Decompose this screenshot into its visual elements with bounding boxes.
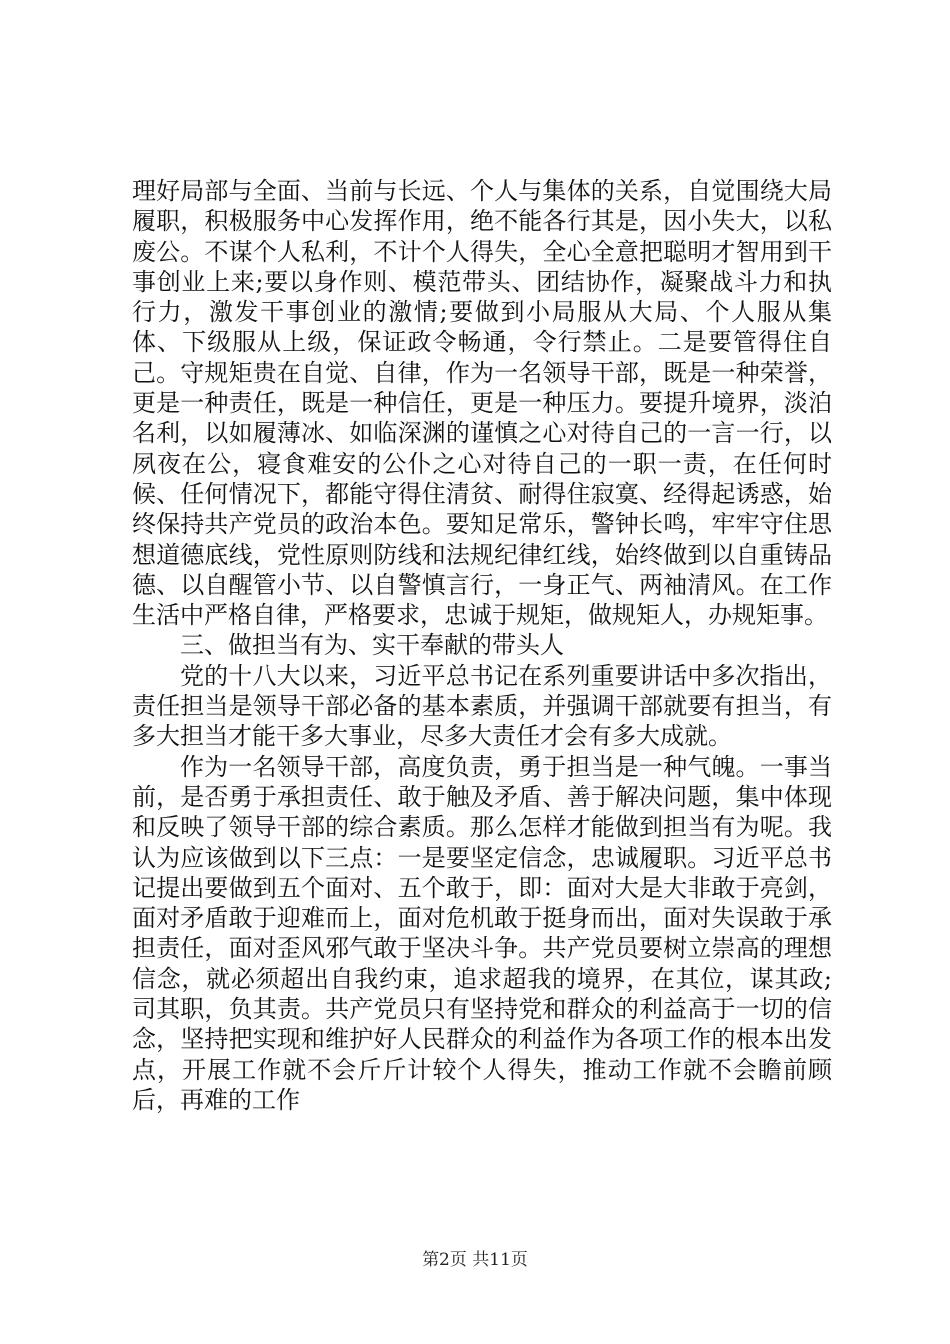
body-text	[132, 176, 832, 1115]
page-number-footer: 第2页 共11页	[422, 1250, 528, 1270]
paragraph: 党的十八大以来，习近平总书记在系列重要讲话中多次指出，责任担当是领导干部必备的基本素质，并强调干部就要有担当，有多大担当才能干多大事业，尽多大责任才会有多大成就。	[132, 661, 832, 751]
section-heading: 三、做担当有为、实干奉献的带头人	[180, 631, 564, 660]
paragraph-continuation: 理好局部与全面、当前与长远、个人与集体的关系，自觉围绕大局履职，积极服务中心发挥作用，绝不能各行其是，因小失大，以私废公。不谋个人私利，不计个人得失，全心全意把聪明才智用到干事创业上来;要以身作则、模范带头、团结协作，凝聚战斗力和执行力，激发干事创业的激情;要做到小局服从大局、个人服从集体、下级服从上级，保证政令畅通，令行禁止。二是要管得住自己。守规矩贵在自觉、自律，作为一名领导干部，既是一种荣誉，更是一种责任，既是一种信任，更是一种压力。要提升境界，淡泊名利，以如履薄冰、如临深渊的谨慎之心对待自己的一言一行，以夙夜在公，寝食难安的公仆之心对待自己的一职一责，在任何时候、任何情况下，都能守得住清贫、耐得住寂寞、经得起诱惑，始终保持共产党员的政治本色。要知足常乐，警钟长鸣，牢牢守住思想道德底线，党性原则防线和法规纪律红线，始终做到以自重铸品德、以自醒管小节、以自警慎言行，一身正气、两袖清风。在工作生活中严格自律，严格要求，忠诚于规矩，做规矩人，办规矩事。	[132, 177, 832, 630]
paragraph: 作为一名领导干部，高度负责，勇于担当是一种气魄。一事当前，是否勇于承担责任、敢于触及矛盾、善于解决问题，集中体现和反映了领导干部的综合素质。那么怎样才能做到担当有为呢。我认为应该做到以下三点：一是要坚定信念，忠诚履职。习近平总书记提出要做到五个面对、五个敢于，即：面对大是大非敢于亮剑，面对矛盾敢于迎难而上，面对危机敢于挺身而出，面对失误敢于承担责任，面对歪风邪气敢于坚决斗争。共产党员要树立崇高的理想信念，就必须超出自我约束，追求超我的境界，在其位，谋其政;司其职，负其责。共产党员只有坚持党和群众的利益高于一切的信念，坚持把实现和维护好人民群众的利益作为各项工作的根本出发点，开展工作就不会斤斤计较个人得失，推动工作就不会瞻前顾后，再难的工作	[132, 752, 832, 1114]
